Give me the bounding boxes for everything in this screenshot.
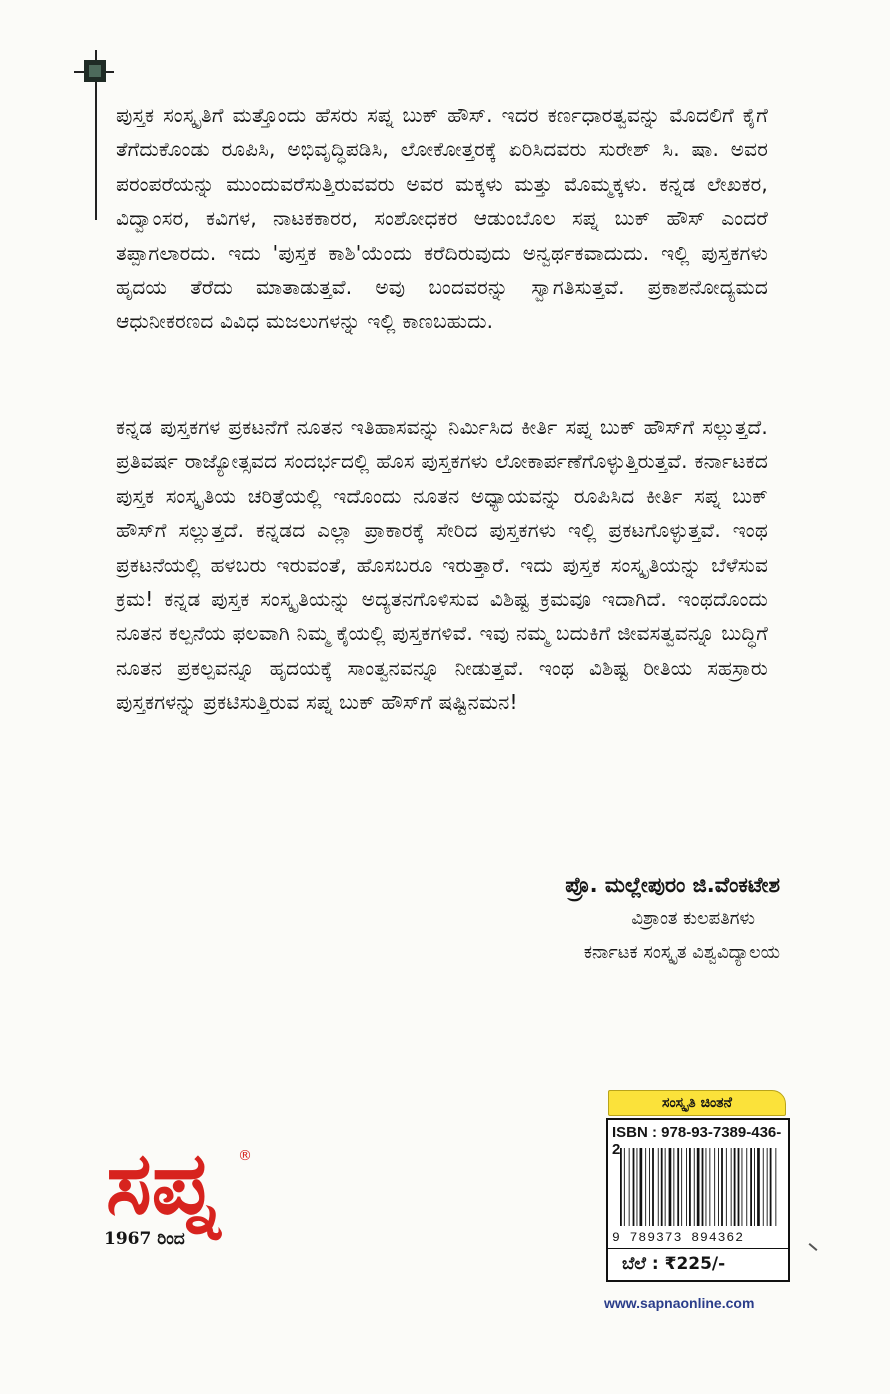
author-role: ವಿಶ್ರಾಂತ ಕುಲಪತಿಗಳು	[631, 908, 755, 929]
barcode-digits: 9 789373 894362	[612, 1230, 745, 1245]
publisher-logo-text: ಸಪ್ನ	[106, 1134, 219, 1234]
price-divider	[608, 1248, 788, 1249]
registered-mark: ®	[238, 1148, 252, 1164]
blurb-paragraph-1: ಪುಸ್ತಕ ಸಂಸ್ಕೃತಿಗೆ ಮತ್ತೊಂದು ಹೆಸರು ಸಪ್ನ ಬುಕ್ ಹೌಸ್. ಇದರ ಕರ್ಣಧಾರತ್ವವನ್ನು ಮೊದಲಿಗೆ ಕೈಗೆ ತೆಗೆದುಕೊಂಡು ರೂಪಿಸಿ, ಅಭಿವೃದ್ಧಿಪಡಿಸಿ, ಲೋಕೋತ್ತರಕ್ಕೆ ಏರಿಸಿದವರು ಸುರೇಶ್ ಸಿ. ಷಾ. ಅವರ ಪರಂಪರೆಯನ್ನು ಮುಂದುವರೆಸುತ್ತಿರುವವರು ಅವರ ಮಕ್ಕಳು ಮತ್ತು ಮೊಮ್ಮಕ್ಕಳು. ಕನ್ನಡ ಲೇಖಕರ, ವಿದ್ವಾಂಸರ, ಕವಿಗಳ, ನಾಟಕಕಾರರ, ಸಂಶೋಧಕರ ಆಡುಂಬೊಲ ಸಪ್ನ ಬುಕ್ ಹೌಸ್ ಎಂದರೆ ತಪ್ಪಾಗಲಾರದು. ಇದು 'ಪುಸ್ತಕ ಕಾಶಿ'ಯೆಂದು ಕರೆದಿರುವುದು ಅನ್ವರ್ಥಕವಾದುದು. ಇಲ್ಲಿ ಪುಸ್ತಕಗಳು ಹೃದಯ ತೆರೆದು ಮಾತಾಡುತ್ತವೆ. ಅವು ಬಂದವರನ್ನು ಸ್ವಾಗತಿಸುತ್ತವೆ. ಪ್ರಕಾಶನೋದ್ಯಮದ ಆಧುನೀಕರಣದ ವಿವಿಧ ಮಜಲುಗಳನ್ನು ಇಲ್ಲಿ ಕಾಣಬಹುದು.	[116, 103, 768, 334]
author-name: ಪ್ರೊ. ಮಲ್ಲೇಪುರಂ ಜಿ.ವೆಂಕಟೇಶ	[565, 873, 780, 897]
author-institution: ಕರ್ನಾಟಕ ಸಂಸ್ಕೃತ ವಿಶ್ವವಿದ್ಯಾಲಯ	[583, 942, 780, 963]
blurb-paragraph-2: ಕನ್ನಡ ಪುಸ್ತಕಗಳ ಪ್ರಕಟನೆಗೆ ನೂತನ ಇತಿಹಾಸವನ್ನು ನಿರ್ಮಿಸಿದ ಕೀರ್ತಿ ಸಪ್ನ ಬುಕ್ ಹೌಸ್‌ಗೆ ಸಲ್ಲುತ್ತದೆ. ಪ್ರತಿವರ್ಷ ರಾಜ್ಯೋತ್ಸವದ ಸಂದರ್ಭದಲ್ಲಿ ಹೊಸ ಪುಸ್ತಕಗಳು ಲೋಕಾರ್ಪಣೆಗೊಳ್ಳುತ್ತಿರುತ್ತವೆ. ಕರ್ನಾಟಕದ ಪುಸ್ತಕ ಸಂಸ್ಕೃತಿಯ ಚರಿತ್ರೆಯಲ್ಲಿ ಇದೊಂದು ನೂತನ ಅಧ್ಯಾಯವನ್ನು ರೂಪಿಸಿದ ಕೀರ್ತಿ ಸಪ್ನ ಬುಕ್ ಹೌಸ್‌ಗೆ ಸಲ್ಲುತ್ತದೆ. ಕನ್ನಡದ ಎಲ್ಲಾ ಪ್ರಾಕಾರಕ್ಕೆ ಸೇರಿದ ಪುಸ್ತಕಗಳು ಇಲ್ಲಿ ಪ್ರಕಟಗೊಳ್ಳುತ್ತವೆ. ಇಂಥ ಪ್ರಕಟನೆಯಲ್ಲಿ ಹಳಬರು ಇರುವಂತೆ, ಹೊಸಬರೂ ಇರುತ್ತಾರೆ. ಇದು ಪುಸ್ತಕ ಸಂಸ್ಕೃತಿಯನ್ನು ಬೆಳೆಸುವ ಕ್ರಮ! ಕನ್ನಡ ಪುಸ್ತಕ ಸಂಸ್ಕೃತಿಯನ್ನು ಅದ್ಯತನಗೊಳಿಸುವ ವಿಶಿಷ್ಟ ಕ್ರಮವೂ ಇದಾಗಿದೆ. ಇಂಥದೊಂದು ನೂತನ ಕಲ್ಪನೆಯ ಫಲವಾಗಿ ನಿಮ್ಮ ಕೈಯಲ್ಲಿ ಪುಸ್ತಕಗಳಿವೆ. ಇವು ನಮ್ಮ ಬದುಕಿಗೆ ಜೀವಸತ್ವವನ್ನೂ ಬುದ್ಧಿಗೆ ನೂತನ ಪ್ರಕಲ್ಪವನ್ನೂ ಹೃದಯಕ್ಕೆ ಸಾಂತ್ವನವನ್ನೂ ನೀಡುತ್ತವೆ. ಇಂಥ ವಿಶಿಷ್ಟ ರೀತಿಯ ಸಹಸ್ರಾರು ಪುಸ್ತಕಗಳನ್ನು ಪ್ರಕಟಿಸುತ್ತಿರುವ ಸಪ್ನ ಬುಕ್ ಹೌಸ್‌ಗೆ ಷಷ್ಟಿನಮನ!	[116, 415, 768, 715]
corner-marker-icon	[84, 60, 106, 82]
isbn-label: ISBN : 978-93-7389-436-2	[612, 1124, 782, 1158]
series-tag: ಸಂಸ್ಕೃತಿ ಚಿಂತನೆ	[608, 1090, 786, 1116]
price-label: ಬೆಲೆ : ₹225/-	[622, 1254, 726, 1274]
publisher-website: www.sapnaonline.com	[604, 1295, 755, 1311]
publisher-since: 1967 ರಿಂದ	[104, 1229, 185, 1249]
edge-mark	[809, 1243, 818, 1251]
isbn-box	[606, 1118, 790, 1282]
barcode-icon	[618, 1148, 778, 1226]
